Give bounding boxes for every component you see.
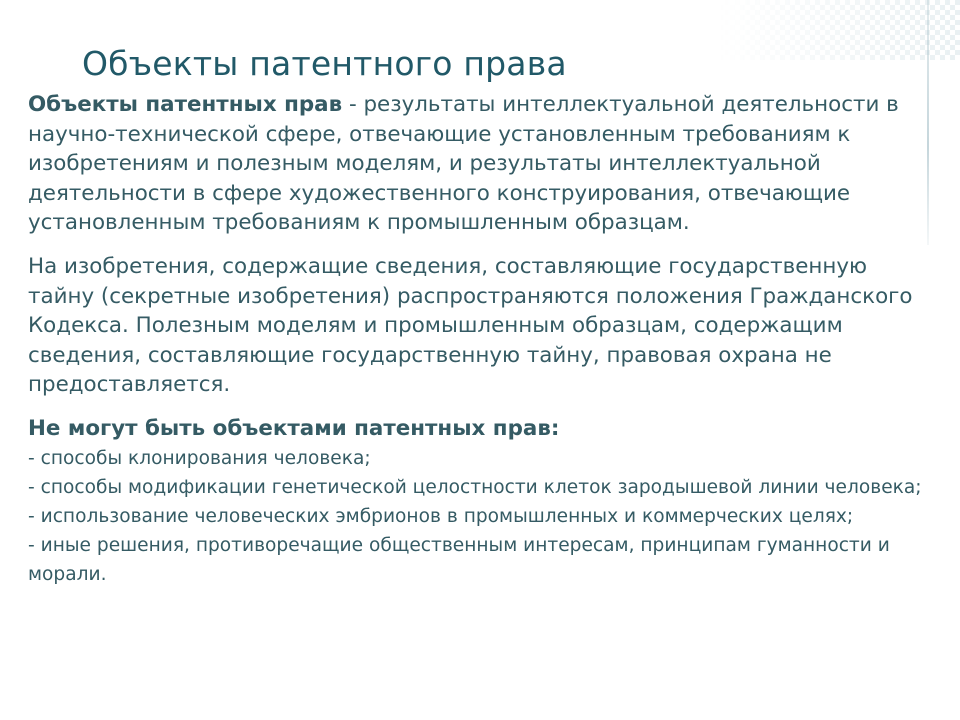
slide-title: Объекты патентного права [82,44,567,84]
exclusions-list [28,444,928,589]
corner-decoration [720,0,960,60]
list-item: - использование человеческих эмбрионов в промышленных и коммерческих целях; [28,505,854,527]
exclusions-heading: Не могут быть объектами патентных прав: [28,415,560,441]
secret-inventions-paragraph: На изобретения, содержащие сведения, составляющие государственную тайну (секретные изобретения) распространяются положения Гражданского Кодекса. Полезным моделям и промышленным образцам, содержащим сведения, составляющие государственную тайну, правовая охрана не предоставляется. [28,253,913,398]
definition-text: - результаты интеллектуальной деятельности в научно-технической сфере, отвечающие установленным требованиям к изобретениям и полезным моделям, и результаты интеллектуальной деятельности в сфере художественного конструирования, отвечающие установленным требованиям к промышленным образцам. [28,92,899,236]
slide-body [28,90,928,589]
exclusions-section [28,414,928,589]
list-item: - способы модификации генетической целостности клеток зародышевой линии человека; [28,476,922,498]
definition-paragraph [28,90,928,238]
definition-term: Объекты патентных прав [28,92,343,117]
list-item: - способы клонирования человека; [28,447,371,469]
list-item: - иные решения, противоречащие общественным интересам, принципам гуманности и морали. [28,534,890,585]
